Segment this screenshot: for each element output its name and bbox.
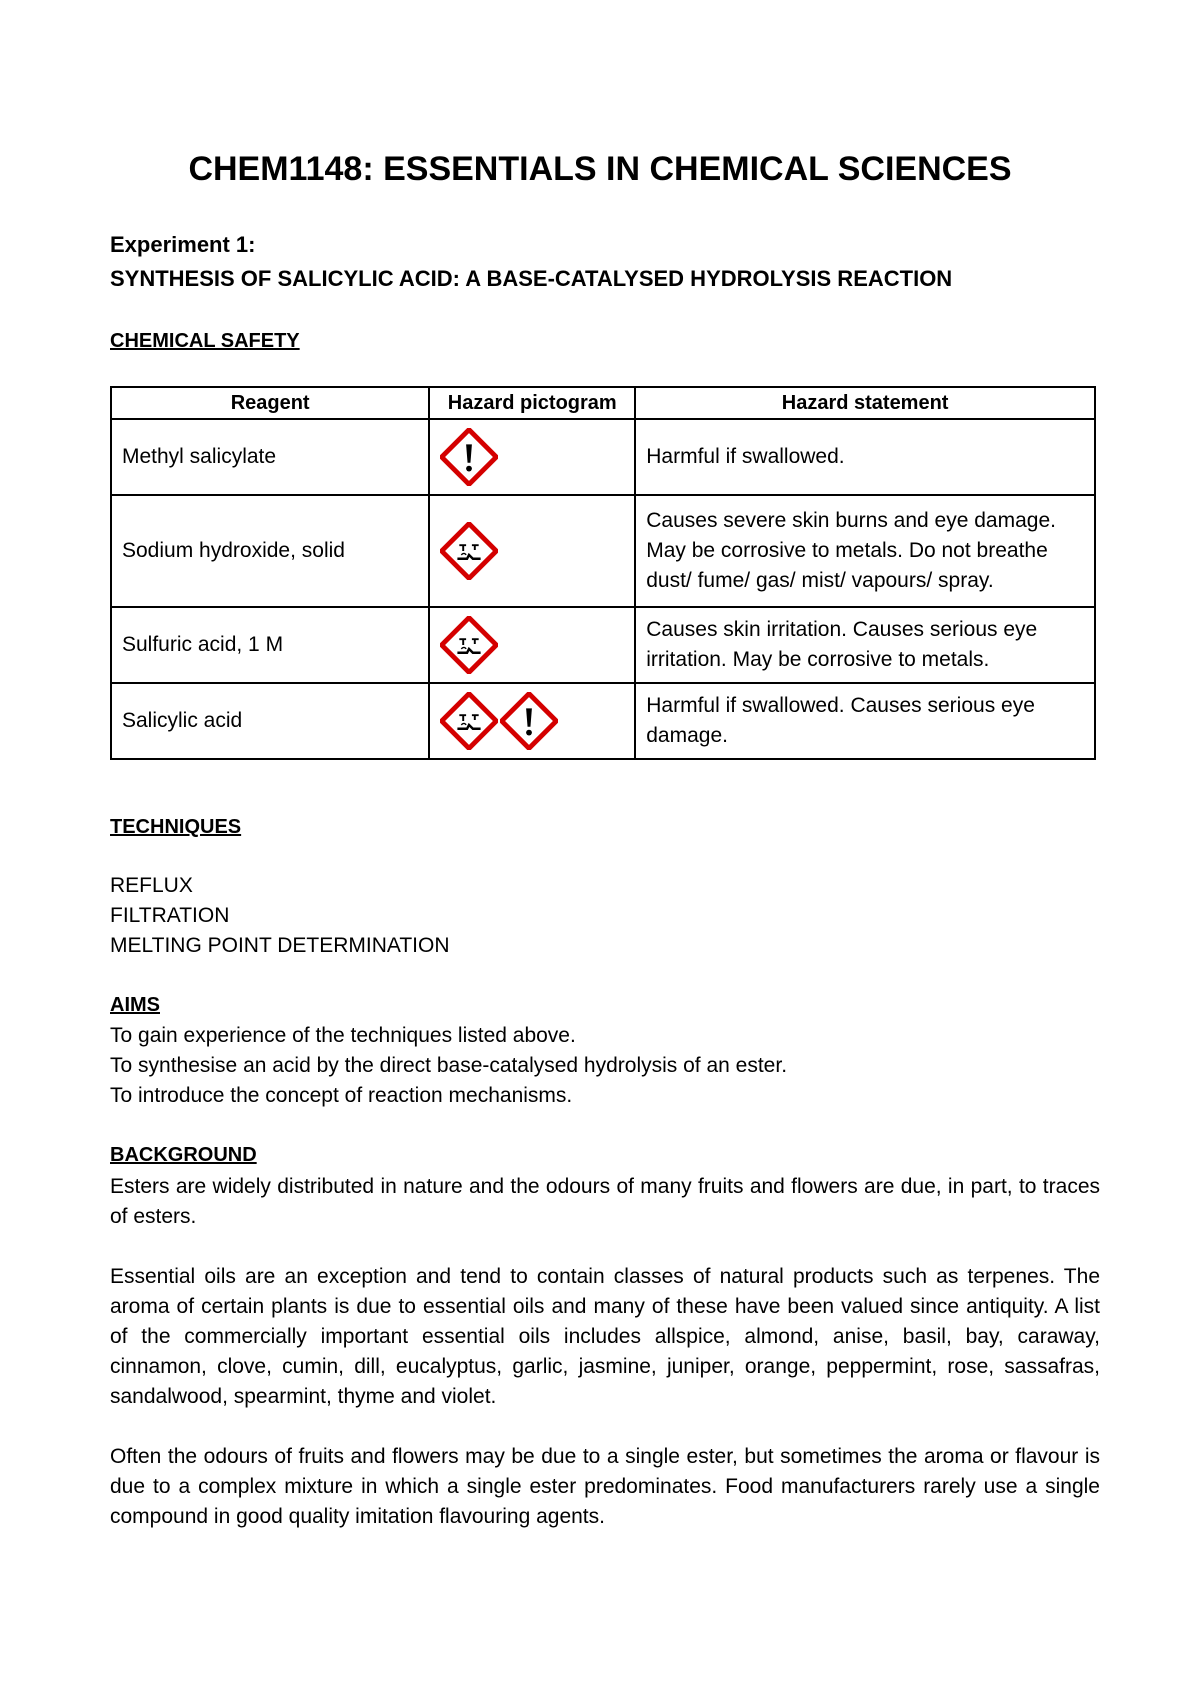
exclamation-mark-hazard-icon bbox=[440, 428, 498, 486]
header-statement: Hazard statement bbox=[635, 387, 1095, 419]
header-pictogram: Hazard pictogram bbox=[429, 387, 635, 419]
hazard-statement-cell: Harmful if swallowed. bbox=[635, 419, 1095, 495]
table-row bbox=[111, 419, 1095, 495]
background-heading: BACKGROUND bbox=[110, 1144, 257, 1166]
aims-heading: AIMS bbox=[110, 994, 160, 1016]
reagent-cell: Sodium hydroxide, solid bbox=[111, 495, 429, 607]
hazard-statement-cell: Causes severe skin burns and eye damage. May be corrosive to metals. Do not breathe dust/ fume/ gas/ mist/ vapours/ spray. bbox=[635, 495, 1095, 607]
background-paragraph: Essential oils are an exception and tend to contain classes of natural products such as terpenes. The aroma of certain plants is due to essential oils and many of these have been valued since antiquity. A list of the commercially important essential oils includes allspice, almond, anise, basil, bay, caraway, cinnamon, clove, cumin, dill, eucalyptus, garlic, jasmine, juniper, orange, peppermint, rose, sassafras, sandalwood, spearmint, thyme and violet. bbox=[110, 1265, 1100, 1408]
reagent-cell: Sulfuric acid, 1 M bbox=[111, 607, 429, 683]
aim-item: To synthesise an acid by the direct base-catalysed hydrolysis of an ester. bbox=[110, 1054, 788, 1077]
document-title: CHEM1148: ESSENTIALS IN CHEMICAL SCIENCES bbox=[188, 150, 1012, 188]
pictogram-cell bbox=[429, 607, 635, 683]
corrosion-hazard-icon bbox=[440, 616, 498, 674]
pictogram-cell bbox=[429, 495, 635, 607]
exclamation-mark-hazard-icon bbox=[500, 692, 558, 750]
header-reagent: Reagent bbox=[111, 387, 429, 419]
reagent-cell: Salicylic acid bbox=[111, 683, 429, 759]
table-header-row bbox=[111, 387, 1095, 419]
experiment-label: Experiment 1: bbox=[110, 232, 256, 257]
pictogram-cell bbox=[429, 419, 635, 495]
corrosion-hazard-icon bbox=[440, 692, 498, 750]
hazard-statement-cell: Harmful if swallowed. Causes serious eye damage. bbox=[635, 683, 1095, 759]
technique-item: MELTING POINT DETERMINATION bbox=[110, 934, 450, 957]
reagent-cell: Methyl salicylate bbox=[111, 419, 429, 495]
background-paragraph: Esters are widely distributed in nature and the odours of many fruits and flowers are due, in part, to traces of esters. bbox=[110, 1175, 1100, 1228]
chemical-safety-heading: CHEMICAL SAFETY bbox=[110, 330, 300, 352]
experiment-title: SYNTHESIS OF SALICYLIC ACID: A BASE-CATALYSED HYDROLYSIS REACTION bbox=[110, 266, 953, 291]
technique-item: REFLUX bbox=[110, 874, 193, 897]
pictogram-cell bbox=[429, 683, 635, 759]
chemical-safety-table bbox=[110, 386, 1096, 760]
table-row bbox=[111, 683, 1095, 759]
techniques-heading: TECHNIQUES bbox=[110, 816, 242, 838]
table-row bbox=[111, 495, 1095, 607]
aim-item: To introduce the concept of reaction mechanisms. bbox=[110, 1084, 573, 1107]
hazard-statement-cell: Causes skin irritation. Causes serious eye irritation. May be corrosive to metals. bbox=[635, 607, 1095, 683]
technique-item: FILTRATION bbox=[110, 904, 230, 927]
table-row bbox=[111, 607, 1095, 683]
corrosion-hazard-icon bbox=[440, 522, 498, 580]
background-paragraph: Often the odours of fruits and flowers may be due to a single ester, but sometimes the aroma or flavour is due to a complex mixture in which a single ester predominates. Food manufacturers rarely use a single compound in good quality imitation flavouring agents. bbox=[110, 1445, 1100, 1528]
aim-item: To gain experience of the techniques listed above. bbox=[110, 1024, 576, 1047]
